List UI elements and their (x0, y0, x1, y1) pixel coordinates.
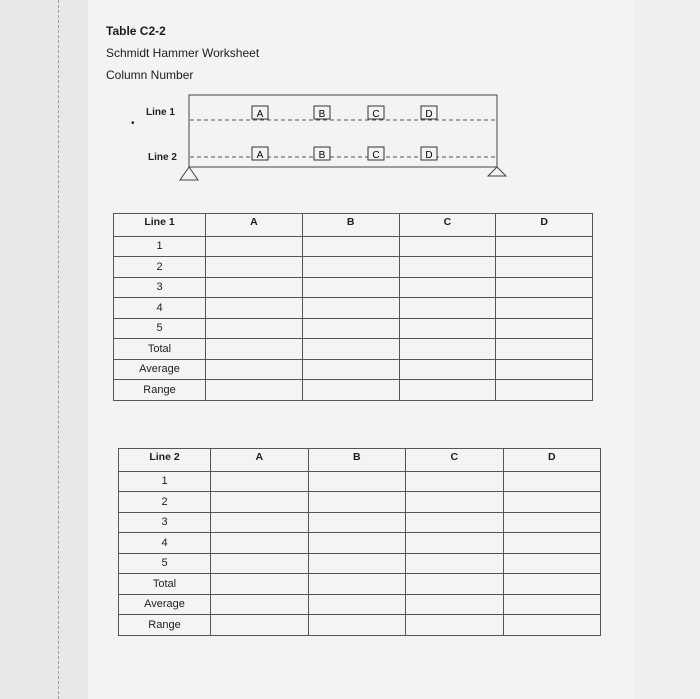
cell-b (308, 553, 406, 574)
column-number-caption: Column Number (106, 68, 194, 82)
cell-a (211, 615, 309, 636)
table-row (114, 298, 593, 319)
table-header-row (114, 214, 593, 237)
row-label: 1 (119, 471, 211, 492)
row-label: 5 (114, 318, 206, 339)
column-header-c: C (406, 449, 504, 472)
cell-a (206, 339, 303, 360)
cell-c (399, 257, 496, 278)
cell-d (503, 574, 601, 595)
table-row (119, 615, 601, 636)
table-row (114, 277, 593, 298)
cell-d (503, 615, 601, 636)
cell-b (308, 615, 406, 636)
cell-b (308, 512, 406, 533)
cell-a (211, 512, 309, 533)
cell-a (211, 553, 309, 574)
diagram-line-1-label: Line 1 (146, 107, 175, 118)
left-support-icon (180, 167, 198, 180)
row-label: Total (119, 574, 211, 595)
cell-b (302, 380, 399, 401)
cell-a (206, 277, 303, 298)
cell-b (308, 492, 406, 513)
table-row (119, 574, 601, 595)
column-header-d: D (503, 449, 601, 472)
cell-d (496, 236, 593, 257)
cell-b (308, 533, 406, 554)
column-header-b: B (302, 214, 399, 237)
right-support-icon (488, 167, 506, 176)
cell-c (399, 318, 496, 339)
table-row (119, 533, 601, 554)
cell-b (308, 471, 406, 492)
cell-c (406, 512, 504, 533)
column-header-d: D (496, 214, 593, 237)
column-line-diagram (0, 0, 700, 200)
cell-a (206, 236, 303, 257)
beam-outline (189, 95, 497, 167)
cell-d (503, 553, 601, 574)
cell-c (406, 615, 504, 636)
column-header-a: A (206, 214, 303, 237)
row-label: 4 (114, 298, 206, 319)
cell-d (503, 512, 601, 533)
cell-c (399, 298, 496, 319)
table-row (119, 471, 601, 492)
cell-a (206, 257, 303, 278)
table-row (119, 512, 601, 533)
table-header-row (119, 449, 601, 472)
cell-b (302, 236, 399, 257)
row-label: Average (114, 359, 206, 380)
table-row (119, 492, 601, 513)
line-1-marker-d: D (425, 109, 433, 120)
column-header-c: C (399, 214, 496, 237)
row-label: 5 (119, 553, 211, 574)
cell-c (406, 492, 504, 513)
table-row (114, 236, 593, 257)
row-label: 2 (114, 257, 206, 278)
line-2-readings-table (118, 448, 601, 636)
cell-b (308, 574, 406, 595)
cell-d (496, 298, 593, 319)
column-header-a: A (211, 449, 309, 472)
line-2-marker-c: C (372, 150, 380, 161)
line-1-marker-a: A (256, 109, 264, 120)
cell-a (206, 298, 303, 319)
line-2-marker-d: D (425, 150, 433, 161)
cell-d (496, 359, 593, 380)
cell-d (503, 594, 601, 615)
line-2-marker-b: B (318, 150, 326, 161)
line-1-markers (252, 106, 437, 120)
table-row (119, 594, 601, 615)
line-1-marker-b: B (318, 109, 326, 120)
row-label: Range (119, 615, 211, 636)
cell-a (206, 380, 303, 401)
cell-a (211, 594, 309, 615)
cell-c (399, 339, 496, 360)
row-label: 3 (119, 512, 211, 533)
bullet-mark-icon: • (131, 118, 135, 129)
cell-a (206, 318, 303, 339)
cell-a (211, 471, 309, 492)
cell-b (302, 257, 399, 278)
cell-d (503, 492, 601, 513)
table-title: Table C2-2 (106, 24, 166, 38)
cell-d (496, 257, 593, 278)
cell-b (302, 359, 399, 380)
row-label: Range (114, 380, 206, 401)
cell-d (496, 380, 593, 401)
cell-c (406, 471, 504, 492)
cell-d (496, 318, 593, 339)
cell-a (211, 574, 309, 595)
cell-b (302, 298, 399, 319)
cell-d (496, 339, 593, 360)
beam-drawing (0, 0, 700, 200)
line-2-marker-a: A (256, 150, 264, 161)
cell-c (406, 594, 504, 615)
row-label: 1 (114, 236, 206, 257)
table-row (114, 318, 593, 339)
table-row (114, 339, 593, 360)
cell-d (503, 471, 601, 492)
cell-c (399, 277, 496, 298)
cell-d (496, 277, 593, 298)
row-label: Total (114, 339, 206, 360)
cell-c (406, 553, 504, 574)
cell-d (503, 533, 601, 554)
cell-c (399, 359, 496, 380)
line-1-readings-table (113, 213, 593, 401)
table-row (114, 359, 593, 380)
cell-c (406, 533, 504, 554)
line-1-marker-c: C (372, 109, 380, 120)
table-row (114, 380, 593, 401)
table-header-line-label: Line 1 (114, 214, 206, 237)
cell-b (302, 339, 399, 360)
row-label: Average (119, 594, 211, 615)
worksheet-subtitle: Schmidt Hammer Worksheet (106, 46, 260, 60)
cell-a (211, 492, 309, 513)
row-label: 2 (119, 492, 211, 513)
cell-a (211, 533, 309, 554)
row-label: 3 (114, 277, 206, 298)
cell-b (302, 277, 399, 298)
cell-c (399, 236, 496, 257)
cell-a (206, 359, 303, 380)
table-header-line-label: Line 2 (119, 449, 211, 472)
diagram-line-2-label: Line 2 (148, 152, 177, 163)
table-row (114, 257, 593, 278)
line-2-markers (252, 147, 437, 161)
cell-c (399, 380, 496, 401)
row-label: 4 (119, 533, 211, 554)
cell-c (406, 574, 504, 595)
column-header-b: B (308, 449, 406, 472)
cell-b (308, 594, 406, 615)
table-row (119, 553, 601, 574)
cell-b (302, 318, 399, 339)
